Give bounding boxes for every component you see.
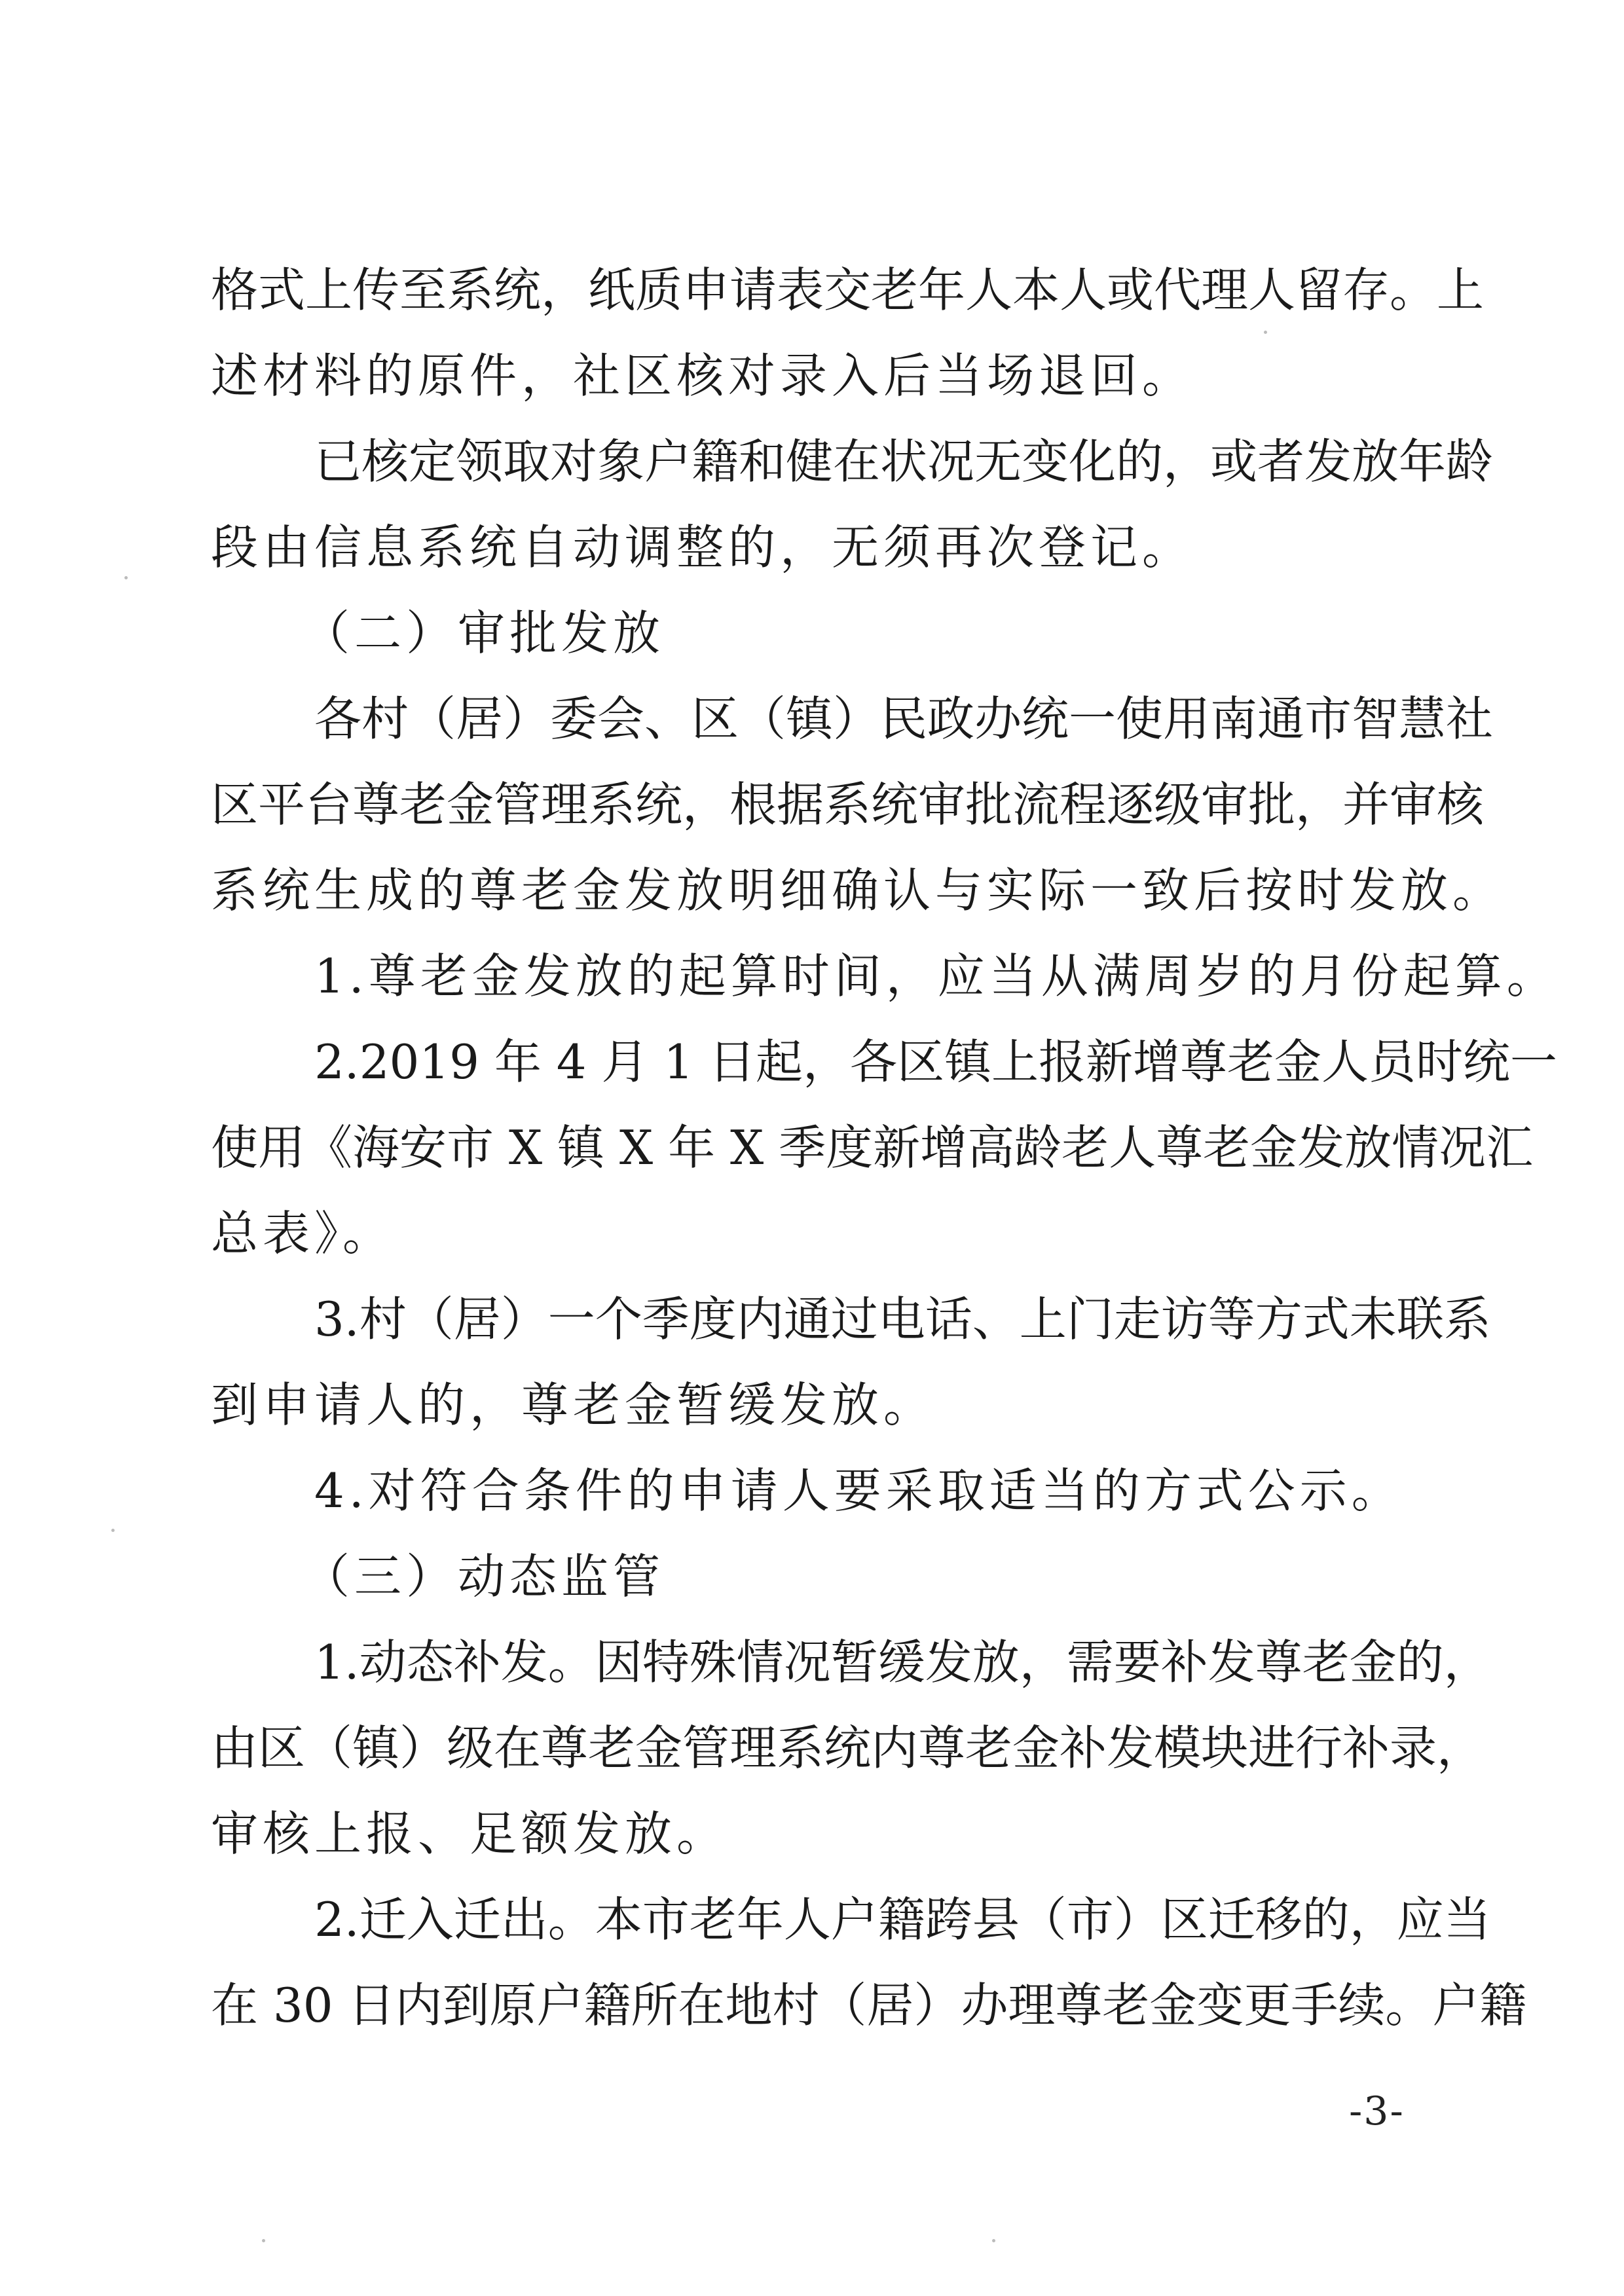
list-item-4: 4.对符合条件的申请人要采取适当的方式公示。	[314, 1463, 1403, 1518]
scan-speck	[124, 576, 128, 579]
scan-speck	[992, 2239, 995, 2242]
paragraph-line: 审核上报、足额发放。	[211, 1806, 729, 1861]
page-number: -3-	[1349, 2088, 1405, 2134]
scan-speck	[111, 1529, 115, 1532]
paragraph-line: 在 30 日内到原户籍所在地村（居）办理尊老金变更手续。户籍	[211, 1978, 1527, 2033]
list-item-1: 1.尊老金发放的起算时间，应当从满周岁的月份起算。	[314, 949, 1559, 1004]
section-heading-monitoring: （三）动态监管	[303, 1549, 665, 1604]
list-item-2: 2.2019 年 4 月 1 日起，各区镇上报新增尊老金人员时统一	[314, 1034, 1557, 1089]
section-heading-approval: （二）审批发放	[303, 606, 665, 661]
paragraph-line: 格式上传至系统，纸质申请表交老年人本人或代理人留存。上	[211, 263, 1485, 318]
list-item-3: 3.村（居）一个季度内通过电话、上门走访等方式未联系	[314, 1292, 1491, 1347]
scan-speck	[262, 2239, 265, 2242]
paragraph-line: 段由信息系统自动调整的，无须再次登记。	[211, 520, 1194, 575]
list-item-migration: 2.迁入迁出。本市老年人户籍跨县（市）区迁移的，应当	[314, 1892, 1491, 1947]
paragraph-line: 区平台尊老金管理系统，根据系统审批流程逐级审批，并审核	[211, 777, 1485, 832]
paragraph-line: 总表》。	[211, 1206, 395, 1261]
document-body	[211, 247, 1559, 2049]
paragraph-line: 各村（居）委会、区（镇）民政办统一使用南通市智慧社	[314, 691, 1494, 746]
paragraph-line: 到申请人的，尊老金暂缓发放。	[211, 1377, 936, 1432]
paragraph-line: 已核定领取对象户籍和健在状况无变化的，或者发放年龄	[314, 434, 1494, 489]
paragraph-line: 述材料的原件，社区核对录入后当场退回。	[211, 348, 1194, 403]
paragraph-line: 由区（镇）级在尊老金管理系统内尊老金补发模块进行补录，	[211, 1721, 1485, 1776]
paragraph-line: 使用《海安市 X 镇 X 年 X 季度新增高龄老人尊老金发放情况汇	[211, 1120, 1534, 1175]
paragraph-line: 系统生成的尊老金发放明细确认与实际一致后按时发放。	[211, 863, 1505, 918]
list-item-dynamic-reissue: 1.动态补发。因特殊情况暂缓发放，需要补发尊老金的，	[314, 1635, 1491, 1690]
scan-speck	[1264, 331, 1267, 334]
